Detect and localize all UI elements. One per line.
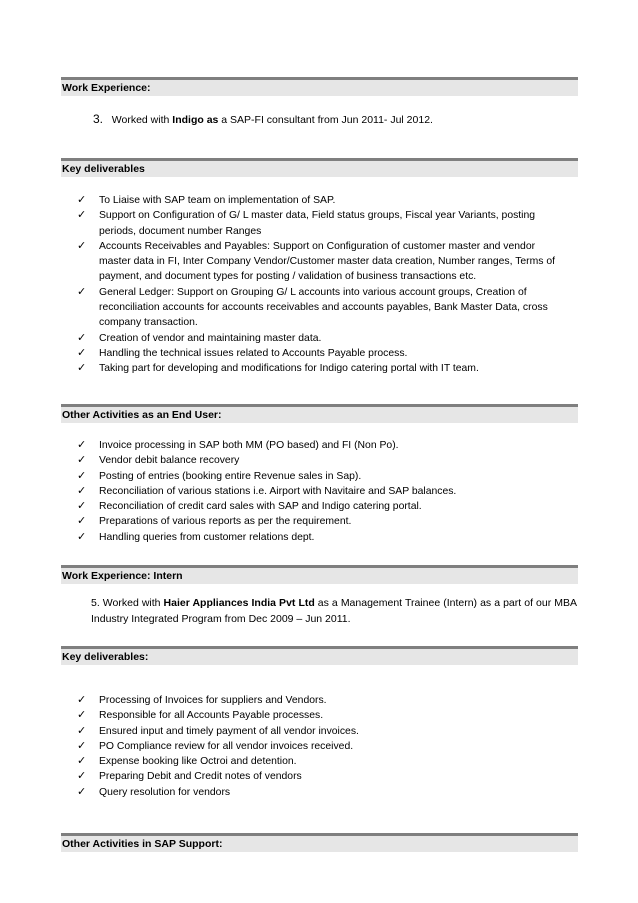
list-item-text: Expense booking like Octroi and detention. — [99, 756, 297, 768]
list-item — [77, 499, 567, 514]
check-mark-icon: ✓ — [77, 739, 87, 752]
list-item — [77, 469, 567, 484]
check-mark-icon: ✓ — [77, 454, 87, 467]
check-mark-icon: ✓ — [77, 515, 87, 528]
check-mark-icon: ✓ — [77, 346, 87, 359]
list-item — [77, 769, 567, 784]
list-item-text: Handling queries from customer relations dept. — [99, 531, 315, 543]
check-mark-icon: ✓ — [77, 724, 87, 737]
intern-deliverables-list — [77, 693, 567, 800]
list-item-text: Invoice processing in SAP both MM (PO based) and FI (Non Po). — [99, 440, 399, 451]
list-item-text: Accounts Receivables and Payables: Support on Configuration of customer master and vendor master data in FI, Inter Company Vendor/Customer master data creation, Number ranges, Terms of payment, and document types for posting / validation of business transactions etc. — [99, 240, 556, 283]
list-item — [77, 785, 567, 800]
list-item — [77, 438, 567, 453]
check-mark-icon: ✓ — [77, 770, 87, 783]
entry-text-1: Worked with — [111, 114, 173, 126]
section-header-other-activities-end-user: Other Activities as an End User: — [61, 404, 578, 423]
list-item-text: Handling the technical issues related to Accounts Payable process. — [99, 347, 408, 359]
check-mark-icon: ✓ — [77, 439, 87, 451]
entry-number: 3. — [93, 112, 104, 126]
check-mark-icon: ✓ — [77, 285, 87, 298]
list-item-text: PO Compliance review for all vendor invoices received. — [99, 740, 354, 752]
section-header-key-deliverables-intern: Key deliverables: — [61, 646, 578, 665]
list-item — [77, 693, 567, 708]
check-mark-icon: ✓ — [77, 755, 87, 768]
work-experience-entry — [93, 112, 433, 129]
list-item — [77, 514, 567, 529]
list-item-text: Vendor debit balance recovery — [99, 455, 240, 467]
list-item — [77, 285, 567, 331]
list-item — [77, 453, 567, 468]
section-header-other-activities-sap-support: Other Activities in SAP Support: — [61, 833, 578, 852]
check-mark-icon: ✓ — [77, 530, 87, 543]
list-item — [77, 708, 567, 723]
list-item — [77, 331, 567, 346]
list-item-text: Preparations of various reports as per the requirement. — [99, 516, 352, 528]
list-item — [77, 346, 567, 361]
check-mark-icon: ✓ — [77, 500, 87, 513]
check-mark-icon: ✓ — [77, 709, 87, 722]
list-item — [77, 361, 567, 376]
key-deliverables-list — [77, 193, 567, 377]
list-item-text: Reconciliation of credit card sales with SAP and Indigo catering portal. — [99, 501, 422, 513]
check-mark-icon: ✓ — [77, 694, 87, 706]
intern-experience-entry — [91, 596, 577, 627]
check-mark-icon: ✓ — [77, 785, 87, 798]
section-header-key-deliverables: Key deliverables — [61, 158, 578, 177]
list-item-text: Taking part for developing and modifications for Indigo catering portal with IT team. — [99, 363, 479, 375]
list-item — [77, 484, 567, 499]
list-item — [77, 208, 567, 239]
section-header-work-experience: Work Experience: — [61, 77, 578, 96]
list-item-text: Support on Configuration of G/ L master data, Field status groups, Fiscal year Variants, posting periods, document number Ranges — [99, 210, 536, 237]
list-item-text: Ensured input and timely payment of all vendor invoices. — [99, 725, 359, 737]
list-item-text: To Liaise with SAP team on implementation of SAP. — [99, 195, 336, 206]
list-item-text: Query resolution for vendors — [99, 786, 231, 798]
list-item — [77, 530, 567, 545]
check-mark-icon: ✓ — [77, 362, 87, 375]
list-item-text: Responsible for all Accounts Payable processes. — [99, 710, 324, 722]
list-item — [77, 739, 567, 754]
check-mark-icon: ✓ — [77, 239, 87, 252]
list-item-text: Processing of Invoices for suppliers and Vendors. — [99, 695, 327, 706]
list-item-text: General Ledger: Support on Grouping G/ L accounts into various account groups, Creation of reconciliation accounts for accounts receivables and accounts payables, Bank Master Data, cross company transaction. — [99, 286, 548, 329]
list-item-text: Preparing Debit and Credit notes of vendors — [99, 771, 302, 783]
entry-company: Indigo as — [172, 114, 219, 126]
check-mark-icon: ✓ — [77, 469, 87, 482]
intern-company: Haier Appliances India Pvt Ltd — [163, 597, 315, 609]
check-mark-icon: ✓ — [77, 194, 87, 206]
entry-text-2: a SAP-FI consultant from Jun 2011- Jul 2012. — [218, 114, 433, 126]
intern-text-1: 5. Worked with — [91, 597, 164, 609]
list-item-text: Posting of entries (booking entire Revenue sales in Sap). — [99, 470, 362, 482]
check-mark-icon: ✓ — [77, 331, 87, 344]
section-header-work-experience-intern: Work Experience: Intern — [61, 565, 578, 584]
end-user-activities-list — [77, 438, 567, 545]
list-item-text: Creation of vendor and maintaining master data. — [99, 332, 322, 344]
list-item — [77, 193, 567, 208]
list-item — [77, 754, 567, 769]
list-item — [77, 239, 567, 285]
intern-text-2: as a Management Trainee (Intern) as a part of our MBA Industry Integrated Program from Dec 2009 – Jun 2011. — [91, 597, 577, 625]
check-mark-icon: ✓ — [77, 484, 87, 497]
list-item — [77, 724, 567, 739]
list-item-text: Reconciliation of various stations i.e. Airport with Navitaire and SAP balances. — [99, 485, 457, 497]
check-mark-icon: ✓ — [77, 209, 87, 222]
